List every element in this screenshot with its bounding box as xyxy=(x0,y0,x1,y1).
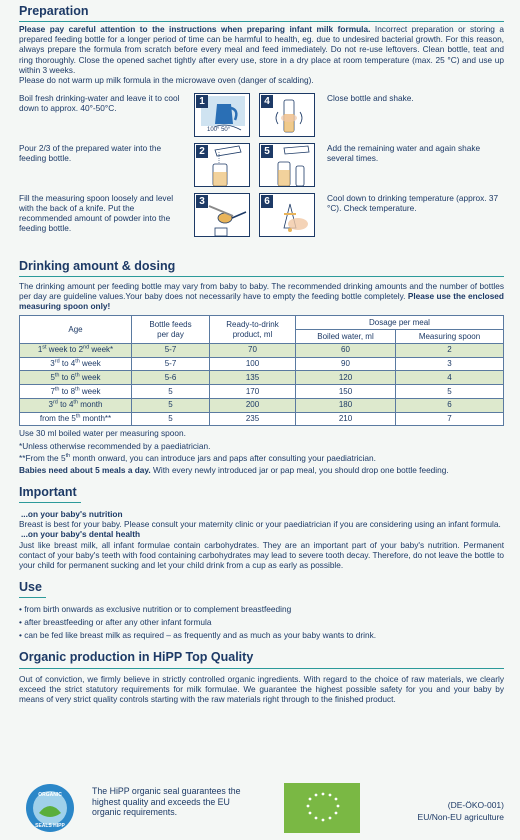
cell-feeds: 5-7 xyxy=(132,357,210,371)
cell-water: 210 xyxy=(296,412,396,426)
preparation-intro: Please pay careful attention to the instructions when preparing infant milk formula. Incorrect preparation or storing a prepared feeding bottle for a longer period of time can be harmful to health, eg. due to undesired bacterial growth. For this reason, always prepare the formula from scratch before every meal and feed immediately. Do not re-use leftovers. Clean bottle, teat and ring thoroughly. Close the opened sachet tightly after every use, store in a dry place at room temperature (max. 25 °C) and use up within 3 weeks. xyxy=(19,24,504,75)
seal-description: The HiPP organic seal guarantees the highest quality and exceeds the EU organic requirements. xyxy=(92,786,241,818)
step-3-illustration xyxy=(194,193,250,237)
important-title: Important xyxy=(19,485,504,503)
step-4-text: Close bottle and shake. xyxy=(327,92,414,103)
eu-leaf-stars-icon xyxy=(284,783,360,833)
dental-subtitle: ...on your baby's dental health xyxy=(21,529,141,540)
cell-feeds: 5 xyxy=(132,412,210,426)
table-row xyxy=(20,357,504,371)
step-2-number: 2 xyxy=(196,145,208,158)
cell-water: 120 xyxy=(296,371,396,385)
organic-text: Out of conviction, we firmly believe in strictly controlled organic ingredients. With regard to the choice of raw materials, we clearly exceed the strict statutory requirements for milk formulae. We guarantee the highest possible safety for you and your baby by means of very strict quality controls starting with the raw materials right through to the finished product. xyxy=(19,673,504,704)
cell-age: 3rd to 4th week xyxy=(20,357,132,371)
cell-spoon: 6 xyxy=(396,398,504,412)
header-age: Age xyxy=(20,316,132,344)
cell-spoon: 7 xyxy=(396,412,504,426)
dental-text: Just like breast milk, all infant formulae contain carbohydrates. They are an important part of your baby's nutrition. Permanent contact of your baby's teeth with food containing carbohydrates may lead to severe tooth decay. Therefore, do not leave the bottle to your child for permanent sucking and let your child drink from a cup as early as possible. xyxy=(19,539,504,570)
cell-product: 70 xyxy=(210,343,296,357)
organic-title: Organic production in HiPP Top Quality xyxy=(19,650,504,668)
note-jars: **From the 5th month onward, you can introduce jars and paps after consulting your paediatrician. xyxy=(19,452,376,463)
dosing-title: Drinking amount & dosing xyxy=(19,259,504,277)
step-4-number: 4 xyxy=(261,95,273,108)
step-1-illustration xyxy=(194,93,250,137)
step-2-illustration xyxy=(194,143,250,187)
cell-feeds: 5 xyxy=(132,385,210,399)
step-5-illustration xyxy=(259,143,315,187)
step-6-text: Cool down to drinking temperature (approx. 37 °C). Check temperature. xyxy=(327,192,499,214)
table-row xyxy=(20,371,504,385)
step-1-text: Boil fresh drinking-water and leave it to cool down to approx. 40°-50°C. xyxy=(19,92,180,114)
note-meals: Babies need about 5 meals a day. With every newly introduced jar or pap meal, you should drop one bottle feeding. xyxy=(19,464,449,475)
microwave-warning: Please do not warm up milk formula in the microwave oven (danger of scalding). xyxy=(19,74,314,85)
step-5-text: Add the remaining water and again shake several times. xyxy=(327,142,481,164)
use-item: • can be fed like breast milk as required – as frequently and as much as your baby wants to drink. xyxy=(19,630,377,641)
hipp-organic-seal-icon xyxy=(25,783,75,833)
header-spoon: Measuring spoon xyxy=(396,330,504,344)
preparation-title: Preparation xyxy=(19,4,504,22)
cell-water: 180 xyxy=(296,398,396,412)
preparation-steps xyxy=(19,93,504,243)
seal-top-text: ORGANIC xyxy=(38,792,62,798)
cell-age: 3rd to 4th month xyxy=(20,398,132,412)
cell-age: 7th to 8th week xyxy=(20,385,132,399)
table-row xyxy=(20,343,504,357)
footer xyxy=(19,780,504,836)
note-paediatrician: *Unless otherwise recommended by a paediatrician. xyxy=(19,440,211,451)
seal-bottom-text: SEALS HIPP xyxy=(35,823,65,829)
step-6-illustration xyxy=(259,193,315,237)
cell-feeds: 5-7 xyxy=(132,343,210,357)
cell-spoon: 5 xyxy=(396,385,504,399)
cell-product: 170 xyxy=(210,385,296,399)
cell-product: 100 xyxy=(210,357,296,371)
header-product: Ready-to-drink product, ml xyxy=(210,316,296,344)
thermometer-label: 100° 50° xyxy=(207,126,231,133)
cell-spoon: 2 xyxy=(396,343,504,357)
cell-product: 135 xyxy=(210,371,296,385)
cell-spoon: 3 xyxy=(396,357,504,371)
cell-feeds: 5 xyxy=(132,398,210,412)
cell-water: 90 xyxy=(296,357,396,371)
table-row xyxy=(20,398,504,412)
header-dosage: Dosage per meal xyxy=(296,316,504,330)
step-5-number: 5 xyxy=(261,145,273,158)
step-1-number: 1 xyxy=(196,95,208,108)
step-3-text: Fill the measuring spoon loosely and level with the back of a knife. Put the recommended amount of powder into the feeding bottle. xyxy=(19,192,174,234)
table-row xyxy=(20,412,504,426)
step-3-number: 3 xyxy=(196,195,208,208)
cell-age: from the 5th month** xyxy=(20,412,132,426)
dosing-table xyxy=(19,315,504,426)
use-item: • after breastfeeding or after any other infant formula xyxy=(19,617,212,628)
note-water: Use 30 ml boiled water per measuring spoon. xyxy=(19,428,186,439)
cell-feeds: 5-6 xyxy=(132,371,210,385)
nutrition-text: Breast is best for your baby. Please consult your maternity clinic or your paediatrician if you are considering using an infant formula. xyxy=(19,519,501,530)
step-6-number: 6 xyxy=(261,195,273,208)
nutrition-subtitle: ...on your baby's nutrition xyxy=(21,509,123,520)
cell-spoon: 4 xyxy=(396,371,504,385)
eu-control-code: (DE-ÖKO-001) EU/Non-EU agriculture xyxy=(417,800,504,822)
cell-age: 1st week to 2nd week* xyxy=(20,343,132,357)
eu-organic-logo xyxy=(284,783,360,833)
header-water: Boiled water, ml xyxy=(296,330,396,344)
step-2-text: Pour 2/3 of the prepared water into the feeding bottle. xyxy=(19,142,162,164)
dosing-intro: The drinking amount per feeding bottle may vary from baby to baby. The recommended drinking amounts and the number of bottles per day are guideline values.Your baby does not necessarily have to empty the feeding bottle completely. Please use the enclosed measuring spoon only! xyxy=(19,281,504,312)
cell-age: 5th to 6th week xyxy=(20,371,132,385)
cell-water: 60 xyxy=(296,343,396,357)
cell-product: 200 xyxy=(210,398,296,412)
table-row xyxy=(20,385,504,399)
cell-water: 150 xyxy=(296,385,396,399)
use-item: • from birth onwards as exclusive nutrition or to complement breastfeeding xyxy=(19,604,292,615)
step-4-illustration xyxy=(259,93,315,137)
cell-product: 235 xyxy=(210,412,296,426)
use-title: Use xyxy=(19,580,504,598)
header-feeds: Bottle feeds per day xyxy=(132,316,210,344)
